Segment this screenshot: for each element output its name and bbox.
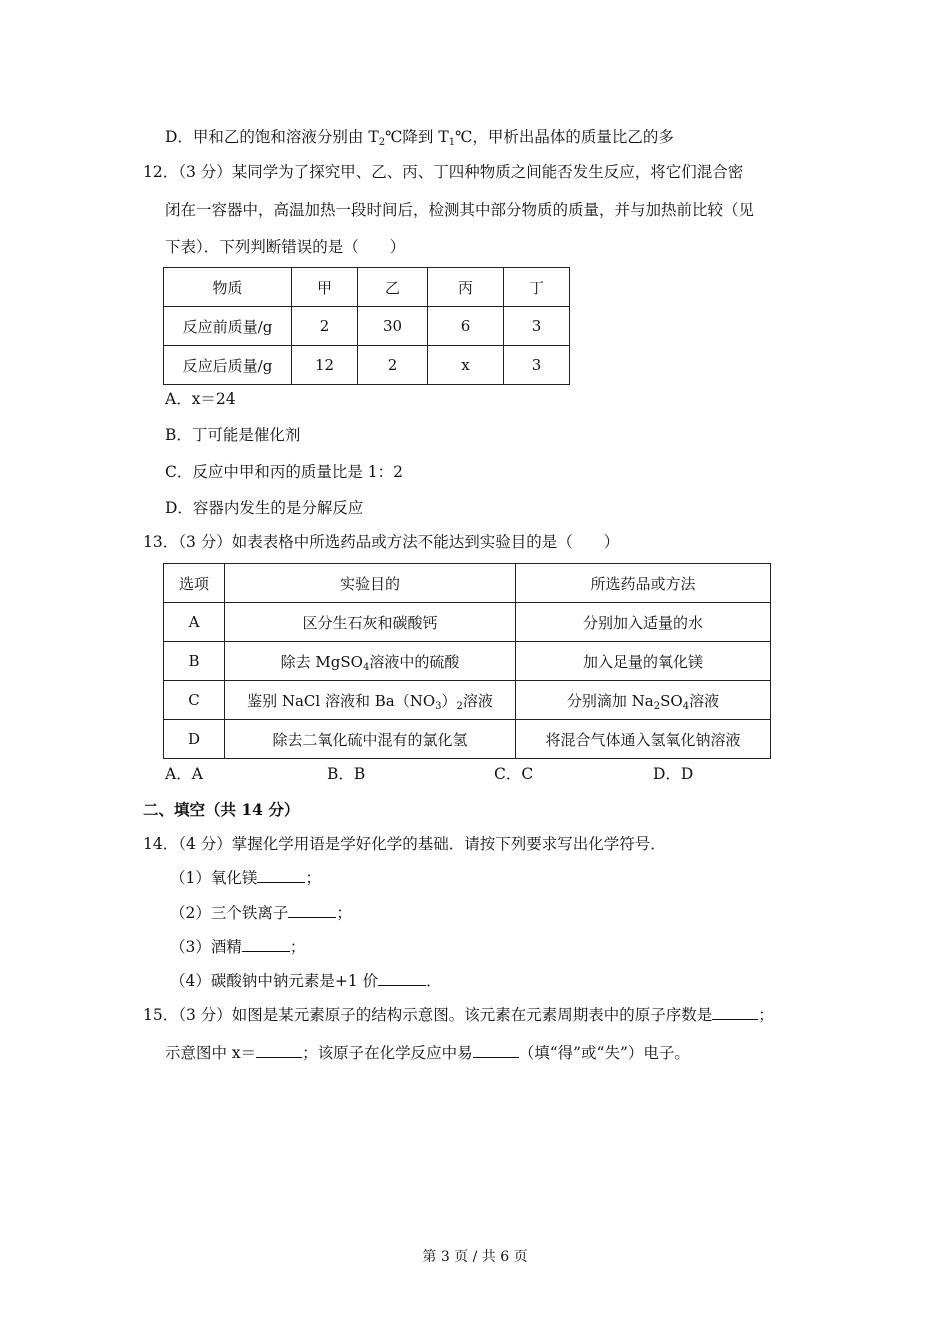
table-header-row	[164, 268, 570, 307]
q13-stem: 13．（3 分）如表表格中所选药品或方法不能达到实验目的是（ ）	[143, 533, 620, 551]
table-cell: x	[428, 346, 504, 385]
subscript: 2	[653, 700, 661, 712]
table-cell: 加入足量的氧化镁	[516, 642, 771, 681]
table-cell	[225, 681, 516, 720]
q14-stem: 14．（4 分）掌握化学用语是学好化学的基础．请按下列要求写出化学符号．	[143, 835, 666, 853]
q14-item-4	[170, 971, 442, 991]
table-cell: 2	[358, 346, 428, 385]
table-cell: 3	[504, 307, 570, 346]
table-row	[164, 307, 570, 346]
table-cell: D	[164, 720, 225, 759]
answer-blank[interactable]	[378, 971, 426, 986]
answer-blank[interactable]	[256, 1043, 302, 1058]
table-cell: B	[164, 642, 225, 681]
table-cell: 2	[292, 307, 358, 346]
table-cell: 反应后质量/g	[164, 346, 292, 385]
table-row	[164, 681, 771, 720]
table-cell	[225, 642, 516, 681]
q15-line2	[165, 1043, 690, 1063]
q12-option-d: D．容器内发生的是分解反应	[165, 499, 364, 517]
q14-item-text: （2）三个铁离子	[170, 904, 289, 922]
cell-text: 分别滴加 Na	[566, 691, 654, 710]
subscript: 3	[435, 700, 442, 712]
table-row	[164, 603, 771, 642]
answer-blank[interactable]	[242, 937, 290, 952]
answer-blank[interactable]	[473, 1043, 519, 1058]
answer-blank[interactable]	[712, 1005, 758, 1020]
q15-text: 示意图中 x＝	[165, 1044, 257, 1062]
table-cell: 实验目的	[225, 564, 516, 603]
table-row	[164, 642, 771, 681]
subscript: 4	[362, 661, 370, 673]
q14-item-text: ；	[305, 869, 321, 887]
q14-item-1	[170, 868, 321, 888]
table-row	[164, 720, 771, 759]
q13-answer-d: D．D	[653, 765, 694, 783]
q14-item-text: （4）碳酸钠中钠元素是+1 价	[170, 972, 379, 990]
table-cell: C	[164, 681, 225, 720]
cell-text: 溶液	[689, 691, 720, 710]
table-row	[164, 346, 570, 385]
q11-option-d	[165, 127, 674, 147]
table-cell: 除去二氧化硫中混有的氯化氢	[225, 720, 516, 759]
cell-text: 鉴别 NaCl 溶液和 Ba（NO	[247, 691, 436, 710]
q12-option-a: A．x＝24	[165, 390, 236, 408]
q11-option-d-text: ℃，甲析出晶体的质量比乙的多	[455, 128, 674, 146]
q15-line1	[143, 1005, 774, 1025]
table-cell: 3	[504, 346, 570, 385]
cell-text: ）	[441, 691, 457, 710]
answer-blank[interactable]	[257, 868, 305, 883]
q14-item-3	[170, 937, 305, 957]
q12-table	[163, 267, 570, 385]
table-cell: 反应前质量/g	[164, 307, 292, 346]
q12-option-c: C．反应中甲和丙的质量比是 1：2	[165, 463, 404, 481]
q12-option-b: B．丁可能是催化剂	[165, 426, 301, 444]
table-cell: 区分生石灰和碳酸钙	[225, 603, 516, 642]
q14-item-text: （1）氧化镁	[170, 869, 258, 887]
subscript: 1	[448, 137, 456, 148]
table-cell: 甲	[292, 268, 358, 307]
q13-answer-b: B．B	[327, 765, 366, 783]
q14-item-text: ；	[336, 904, 352, 922]
q12-stem-line1: 12．（3 分）某同学为了探究甲、乙、丙、丁四种物质之间能否发生反应，将它们混合密	[143, 163, 744, 181]
cell-text: 溶液	[462, 691, 493, 710]
q12-stem-line3: 下表）．下列判断错误的是（ ）	[165, 238, 406, 256]
q13-answer-c: C．C	[494, 765, 534, 783]
q15-text: ；	[758, 1006, 774, 1024]
section-title: 二、填空（共 14 分）	[143, 800, 300, 819]
q14-item-text: ．	[426, 972, 442, 990]
table-cell: 丙	[428, 268, 504, 307]
q14-item-text: （3）酒精	[170, 938, 242, 956]
subscript: 2	[456, 700, 463, 712]
table-cell: 乙	[358, 268, 428, 307]
table-cell: 物质	[164, 268, 292, 307]
cell-text: 除去 MgSO	[280, 652, 363, 671]
table-cell: 12	[292, 346, 358, 385]
cell-text: 溶液中的硫酸	[369, 652, 460, 671]
q15-text: （填“得”或“失”）电子。	[518, 1044, 690, 1062]
q15-text: ；该原子在化学反应中易	[302, 1044, 473, 1062]
q11-option-d-text: D．甲和乙的饱和溶液分别由 T	[165, 128, 379, 146]
subscript: 4	[682, 700, 690, 712]
table-cell: 30	[358, 307, 428, 346]
subscript: 2	[378, 137, 386, 148]
cell-text: SO	[660, 691, 683, 710]
table-header-row	[164, 564, 771, 603]
table-cell: 所选药品或方法	[516, 564, 771, 603]
table-cell: 6	[428, 307, 504, 346]
q15-text: 15．（3 分）如图是某元素原子的结构示意图。该元素在元素周期表中的原子序数是	[143, 1006, 713, 1024]
q13-answer-a: A．A	[165, 765, 203, 783]
q12-stem-line2: 闭在一容器中，高温加热一段时间后，检测其中部分物质的质量，并与加热前比较（见	[165, 201, 755, 219]
table-cell	[516, 681, 771, 720]
q11-option-d-text: ℃降到 T	[385, 128, 449, 146]
table-cell: 选项	[164, 564, 225, 603]
table-cell: 将混合气体通入氢氧化钠溶液	[516, 720, 771, 759]
q14-item-2	[170, 903, 352, 923]
table-cell: 分别加入适量的水	[516, 603, 771, 642]
table-cell: A	[164, 603, 225, 642]
table-cell: 丁	[504, 268, 570, 307]
page-footer: 第 3 页 / 共 6 页	[422, 1249, 528, 1265]
q14-item-text: ；	[289, 938, 306, 956]
q13-table	[163, 563, 771, 759]
answer-blank[interactable]	[288, 903, 336, 918]
